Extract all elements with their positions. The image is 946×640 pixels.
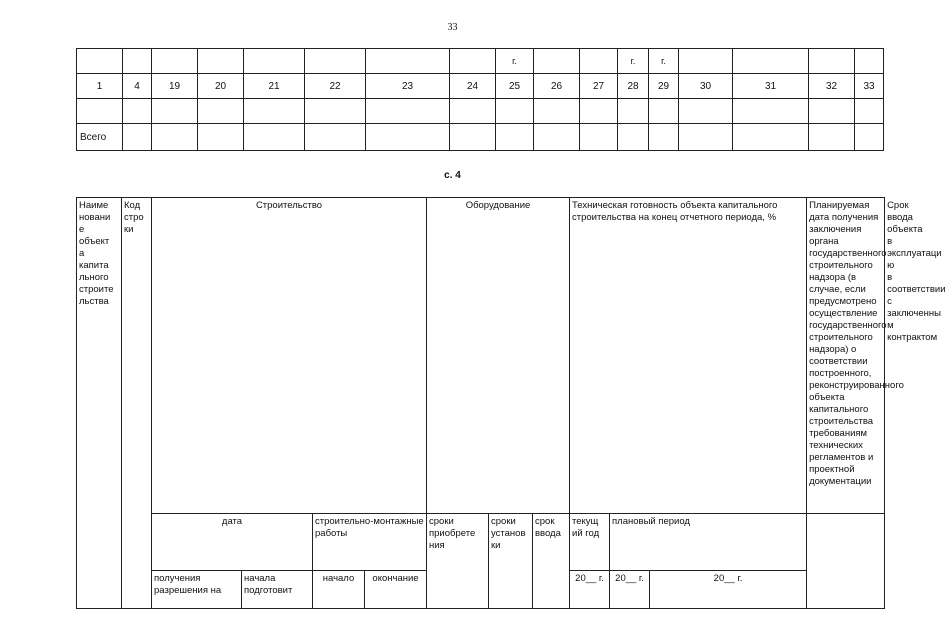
column-number: 32 — [809, 74, 855, 99]
section-label: с. 4 — [444, 170, 461, 181]
lower-form-table — [76, 197, 946, 609]
mark-cell — [679, 49, 733, 74]
column-number: 19 — [152, 74, 198, 99]
column-number: 30 — [679, 74, 733, 99]
current-year-subheader: текущ ий год — [570, 514, 610, 571]
mark-cell — [366, 49, 450, 74]
column-number: 20 — [198, 74, 244, 99]
permit-date-subheader: получения разрешения на — [152, 571, 242, 609]
input-term-subheader: срок ввода — [533, 514, 570, 609]
upper-table-mark-row — [77, 49, 884, 74]
total-row — [77, 124, 884, 151]
mark-cell — [580, 49, 618, 74]
purchase-terms-subheader: сроки приобрете ния — [427, 514, 489, 609]
column-number: 31 — [733, 74, 809, 99]
construction-works-subheader: строительно-монтажные работы — [313, 514, 427, 571]
mark-cell — [123, 49, 152, 74]
equipment-header: Оборудование — [427, 198, 570, 514]
row-code-header: Код стро ки — [122, 198, 152, 609]
mark-cell: г. — [618, 49, 649, 74]
mark-cell — [855, 49, 884, 74]
upper-form-table — [76, 48, 884, 151]
column-number: 4 — [123, 74, 152, 99]
column-number: 24 — [450, 74, 496, 99]
mark-cell — [305, 49, 366, 74]
prep-start-subheader: начала подготовит — [242, 571, 313, 609]
year-cell: 20__ г. — [650, 571, 807, 609]
column-number: 29 — [649, 74, 679, 99]
column-number: 27 — [580, 74, 618, 99]
total-label: Всего — [77, 124, 123, 151]
mark-cell — [152, 49, 198, 74]
column-number: 1 — [77, 74, 123, 99]
install-terms-subheader: сроки установ ки — [489, 514, 533, 609]
mark-cell — [450, 49, 496, 74]
date-subheader: дата — [152, 514, 313, 571]
construction-header: Строительство — [152, 198, 427, 514]
year-cell: 20__ г. — [570, 571, 610, 609]
column-number: 23 — [366, 74, 450, 99]
readiness-header: Техническая готовность объекта капитального строительства на конец отчетного периода, % — [570, 198, 807, 514]
column-number: 26 — [534, 74, 580, 99]
column-number: 33 — [855, 74, 884, 99]
mark-cell — [244, 49, 305, 74]
year-cell: 20__ г. — [610, 571, 650, 609]
column-number: 21 — [244, 74, 305, 99]
works-end-subheader: окончание — [365, 571, 427, 609]
planned-date-header: Планируемая дата получения заключения органа государственного строительного надзора (в случае, если предусмотрено осуществление государственного строительного надзора) о соответствии построенного, реконструированного объекта капитального строительства требованиям технических регламентов и проектной документации — [807, 198, 885, 514]
mark-cell — [534, 49, 580, 74]
page-number: 33 — [447, 22, 458, 33]
header-row: Наиме новани е объект а капита льного строите льства Код стро ки Строительство Оборудование Техническая готовность объекта капитального строительства на конец отчетного периода, % Планируемая дата получения заключения органа государственного строительного надзора (в случае, если предусмотрено осуществление государственного строительного надзора) о соответствии построенного, реконструированного объекта капитального строительства требованиям технических регламентов и проектной документации Срок ввода объекта в эксплуатаци ю в соответствии с заключенны м контрактом — [77, 198, 885, 514]
column-number: 28 — [618, 74, 649, 99]
mark-cell — [198, 49, 244, 74]
column-number-row — [77, 74, 884, 99]
column-number: 22 — [305, 74, 366, 99]
subheader-row — [77, 514, 885, 571]
mark-cell: г. — [496, 49, 534, 74]
column-number: 25 — [496, 74, 534, 99]
mark-cell — [733, 49, 809, 74]
empty-data-row — [77, 99, 884, 124]
works-start-subheader: начало — [313, 571, 365, 609]
planned-period-subheader: плановый период — [610, 514, 807, 571]
mark-cell — [77, 49, 123, 74]
mark-cell: г. — [649, 49, 679, 74]
object-name-header: Наиме новани е объект а капита льного строите льства — [77, 198, 122, 609]
mark-cell — [809, 49, 855, 74]
